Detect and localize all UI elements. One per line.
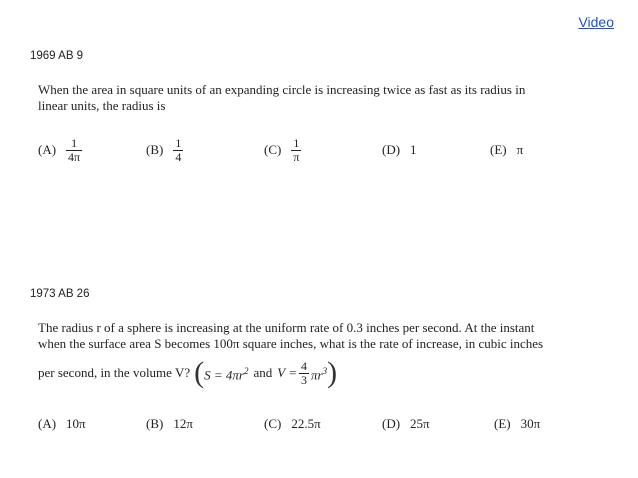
video-link[interactable]: Video: [578, 14, 614, 30]
fraction-denominator: 4: [175, 149, 182, 164]
choice-letter: (D): [382, 416, 401, 431]
fraction-denominator: π: [293, 149, 300, 164]
choice-value: 10π: [66, 416, 86, 431]
left-paren: (: [194, 356, 205, 389]
problem-2-line-1: The radius r of a sphere is increasing at the uniform rate of 0.3 inches per second. At the instant: [38, 320, 535, 335]
choice-letter: (B): [146, 142, 164, 157]
fraction-four-thirds: [299, 360, 309, 387]
problem-1-line-1: When the area in square units of an expanding circle is increasing twice as fast as its radius in: [38, 82, 526, 97]
problem-1-choices: [38, 132, 598, 168]
problem-2-choice-c[interactable]: [264, 414, 321, 434]
problem-1-choice-c[interactable]: [264, 132, 301, 168]
choice-value: 25π: [410, 416, 430, 431]
problem-2-label: 1973 AB 26: [30, 288, 90, 300]
fraction-numerator: 4: [300, 358, 307, 373]
choice-value: 30π: [520, 416, 541, 431]
problem-1-choice-b[interactable]: [146, 132, 183, 168]
volume-lhs: V =: [277, 365, 297, 380]
problem-2-text: [38, 320, 543, 352]
problem-2-line-3-text: per second, in the volume V?: [38, 365, 191, 380]
choice-value: 1: [410, 142, 417, 157]
problem-2-choice-a[interactable]: [38, 414, 86, 434]
fraction-numerator: 1: [293, 135, 300, 150]
fraction: [173, 137, 183, 164]
problem-2-line-2: when the surface area S becomes 100π square inches, what is the rate of increase, in cubic inches: [38, 336, 544, 351]
surface-area-formula: $S = 4\pi r^2$: [204, 365, 249, 383]
choice-letter: (A): [38, 142, 57, 157]
choice-letter: (A): [38, 416, 57, 431]
fraction-numerator: 1: [175, 135, 182, 150]
choice-value: π: [516, 142, 524, 157]
fraction-denominator: 4π: [68, 149, 81, 164]
problem-1-line-2: linear units, the radius is: [38, 98, 166, 113]
choice-letter: (D): [382, 142, 401, 157]
problem-1-choice-a[interactable]: [38, 132, 82, 168]
problem-1-text: [38, 82, 525, 114]
choice-value: 22.5π: [291, 416, 321, 431]
choice-value: 12π: [173, 416, 193, 431]
problem-2-choice-b[interactable]: [146, 414, 193, 434]
fraction: [66, 137, 82, 164]
problem-2-choice-e[interactable]: [494, 414, 540, 434]
right-paren: ): [327, 356, 338, 389]
problem-1-choice-e[interactable]: [490, 132, 523, 168]
problem-2-line-3: [38, 356, 337, 390]
problem-1-label: 1969 AB 9: [30, 50, 84, 62]
problem-1-choice-d[interactable]: [382, 132, 417, 168]
fraction: [291, 137, 301, 164]
choice-letter: (E): [494, 416, 511, 431]
fraction-numerator: 1: [71, 135, 78, 150]
choice-letter: (C): [264, 142, 282, 157]
fraction-denominator: 3: [300, 372, 307, 387]
volume-formula: [194, 358, 337, 388]
formula-and: and: [253, 365, 273, 380]
choice-letter: (B): [146, 416, 164, 431]
volume-rhs: $\pi r^3$: [310, 365, 328, 383]
choice-letter: (C): [264, 416, 282, 431]
problem-2-choices: [38, 414, 598, 434]
problem-2-choice-d[interactable]: [382, 414, 430, 434]
choice-letter: (E): [490, 142, 507, 157]
